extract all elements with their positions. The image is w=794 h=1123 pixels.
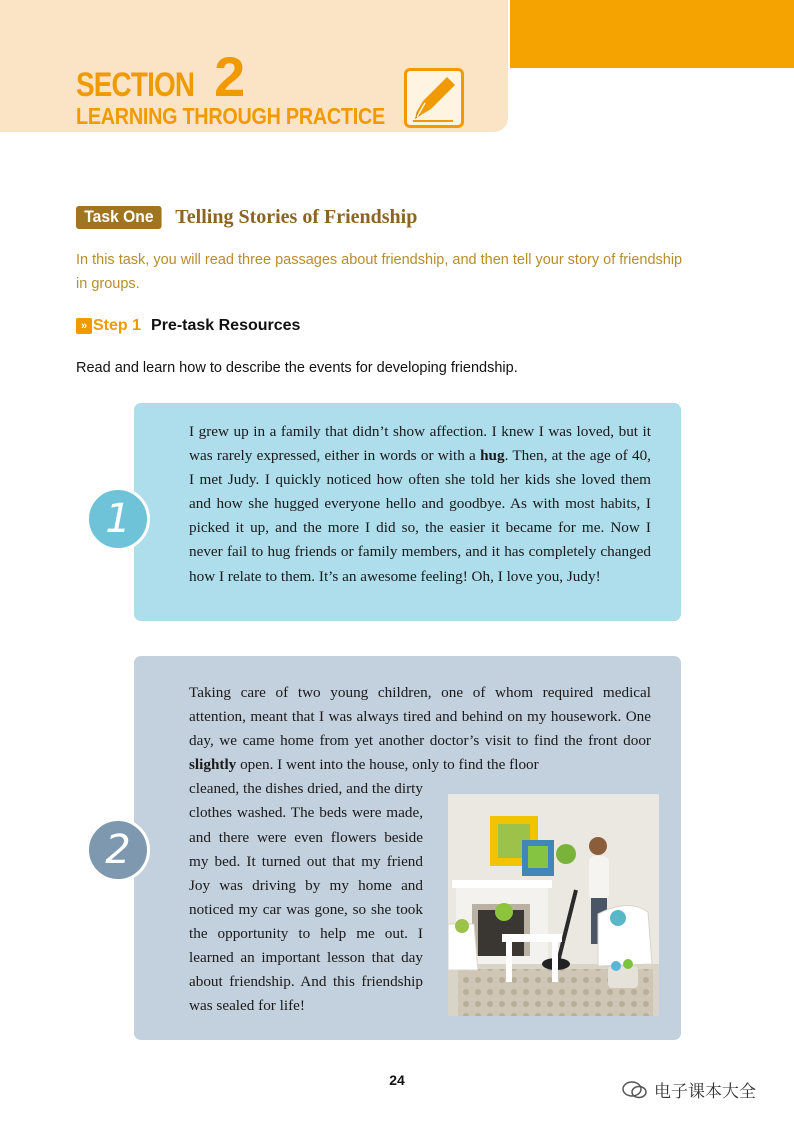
watermark-text: 电子课本大全 [654, 1082, 756, 1101]
fountain-pen-icon [404, 68, 464, 128]
section-number: 2 [214, 44, 246, 108]
chat-bubble-icon [622, 1080, 648, 1100]
instruction-text: Read and learn how to describe the events for developing friendship. [76, 360, 518, 376]
task-heading [76, 206, 417, 229]
step-heading [76, 317, 300, 335]
section-word: SECTION [76, 66, 195, 104]
watermark [622, 1077, 756, 1102]
passage-2-text: Taking care of two young children, one of whom required medical attention, meant that I was always tired and behind on my housework. One day, we came home from yet another doctor’s visit to find the front door slightly open. I went into the house, only to find the floor cleaned, the dishes dried, and the dirty clothes washed. The beds were made, and there were even flowers beside my bed. It turned out that my friend Joy was driving by my home and noticed my car was gone, so she took the opportunity to help me out. I learned an important lesson that day about friendship. And this friendship was sealed for life! [189, 684, 651, 1015]
living-room-photo [448, 794, 659, 1016]
section-heading [76, 44, 246, 108]
header-accent-bar [510, 0, 794, 68]
section-title: LEARNING THROUGH PRACTICE [76, 103, 385, 129]
step-label: Step 1 [93, 317, 142, 334]
double-chevron-icon: » [76, 318, 92, 334]
task-intro: In this task, you will read three passages about friendship, and then tell your story of friendship in groups. [76, 252, 683, 292]
passage-box-1 [134, 403, 681, 621]
task-badge: Task One [76, 206, 162, 229]
step-title: Pre-task Resources [151, 317, 301, 334]
keyword-slightly: slightly [189, 756, 237, 774]
passage-number-1: 1 [86, 487, 150, 551]
page-number: 24 [389, 1072, 405, 1088]
keyword-hug: hug [480, 447, 505, 465]
passage-1-text: I grew up in a family that didn’t show affection. I knew I was loved, but it was rarely expressed, either in words or with a hug. Then, at the age of 40, I met Judy. I quickly noticed how often she told her kids she loved them and how she hugged everyone hello and goodbye. As with most habits, I picked it up, and the more I did so, the easier it became for me. Now I never fail to hug friends or family members, and it has completely changed how I relate to them. It’s an awesome feeling! Oh, I love you, Judy! [189, 423, 651, 585]
task-title: Telling Stories of Friendship [175, 206, 418, 228]
passage-number-2: 2 [86, 818, 150, 882]
